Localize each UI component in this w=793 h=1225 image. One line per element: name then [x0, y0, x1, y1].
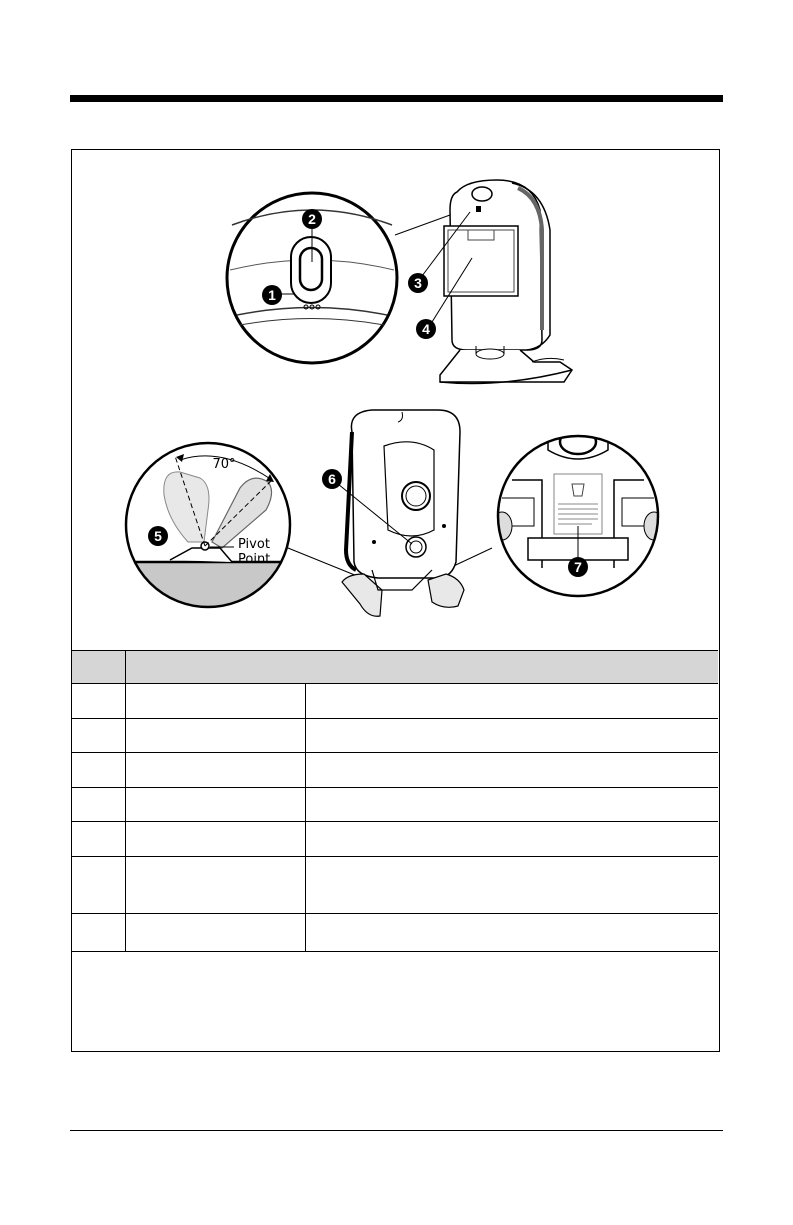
row-num [72, 822, 126, 856]
row-name [126, 914, 306, 951]
figure-frame [71, 149, 720, 1052]
row-desc [306, 914, 718, 951]
callout-6-label: 6 [328, 471, 336, 487]
callout-3-label: 3 [414, 275, 422, 291]
row-num [72, 788, 126, 821]
table-row [72, 788, 718, 822]
scanner-front-view [440, 180, 572, 384]
tilt-angle-label: 70° [212, 457, 236, 472]
row-name [126, 857, 306, 913]
row-name [126, 788, 306, 821]
table-header [72, 650, 718, 684]
footer-rule [70, 1130, 723, 1131]
table-row [72, 684, 718, 719]
callout-4-label: 4 [422, 321, 430, 337]
callout-1-label: 1 [268, 287, 276, 303]
row-num [72, 684, 126, 718]
callout-2-label: 2 [308, 211, 316, 227]
row-desc [306, 719, 718, 752]
table-row [72, 857, 718, 914]
table-row [72, 822, 718, 857]
pivot-point-label-1: Pivot [238, 537, 270, 552]
table-row [72, 753, 718, 788]
row-desc [306, 822, 718, 856]
row-desc [306, 753, 718, 787]
header-cell-desc [126, 651, 718, 683]
scanner-back-view [342, 410, 464, 616]
callout-7-label: 7 [574, 559, 582, 575]
callout-5-label: 5 [154, 528, 162, 544]
row-desc [306, 684, 718, 718]
row-name [126, 822, 306, 856]
scanner-illustration [72, 150, 718, 650]
header-rule [70, 95, 723, 102]
row-desc [306, 788, 718, 821]
row-num [72, 914, 126, 951]
row-desc [306, 857, 718, 913]
row-num [72, 719, 126, 752]
row-name [126, 753, 306, 787]
table-row [72, 719, 718, 753]
row-name [126, 719, 306, 752]
pivot-point-label-2: Point [238, 552, 271, 567]
row-num [72, 753, 126, 787]
row-name [126, 684, 306, 718]
table-row [72, 914, 718, 952]
row-num [72, 857, 126, 913]
header-cell-num [72, 651, 126, 683]
